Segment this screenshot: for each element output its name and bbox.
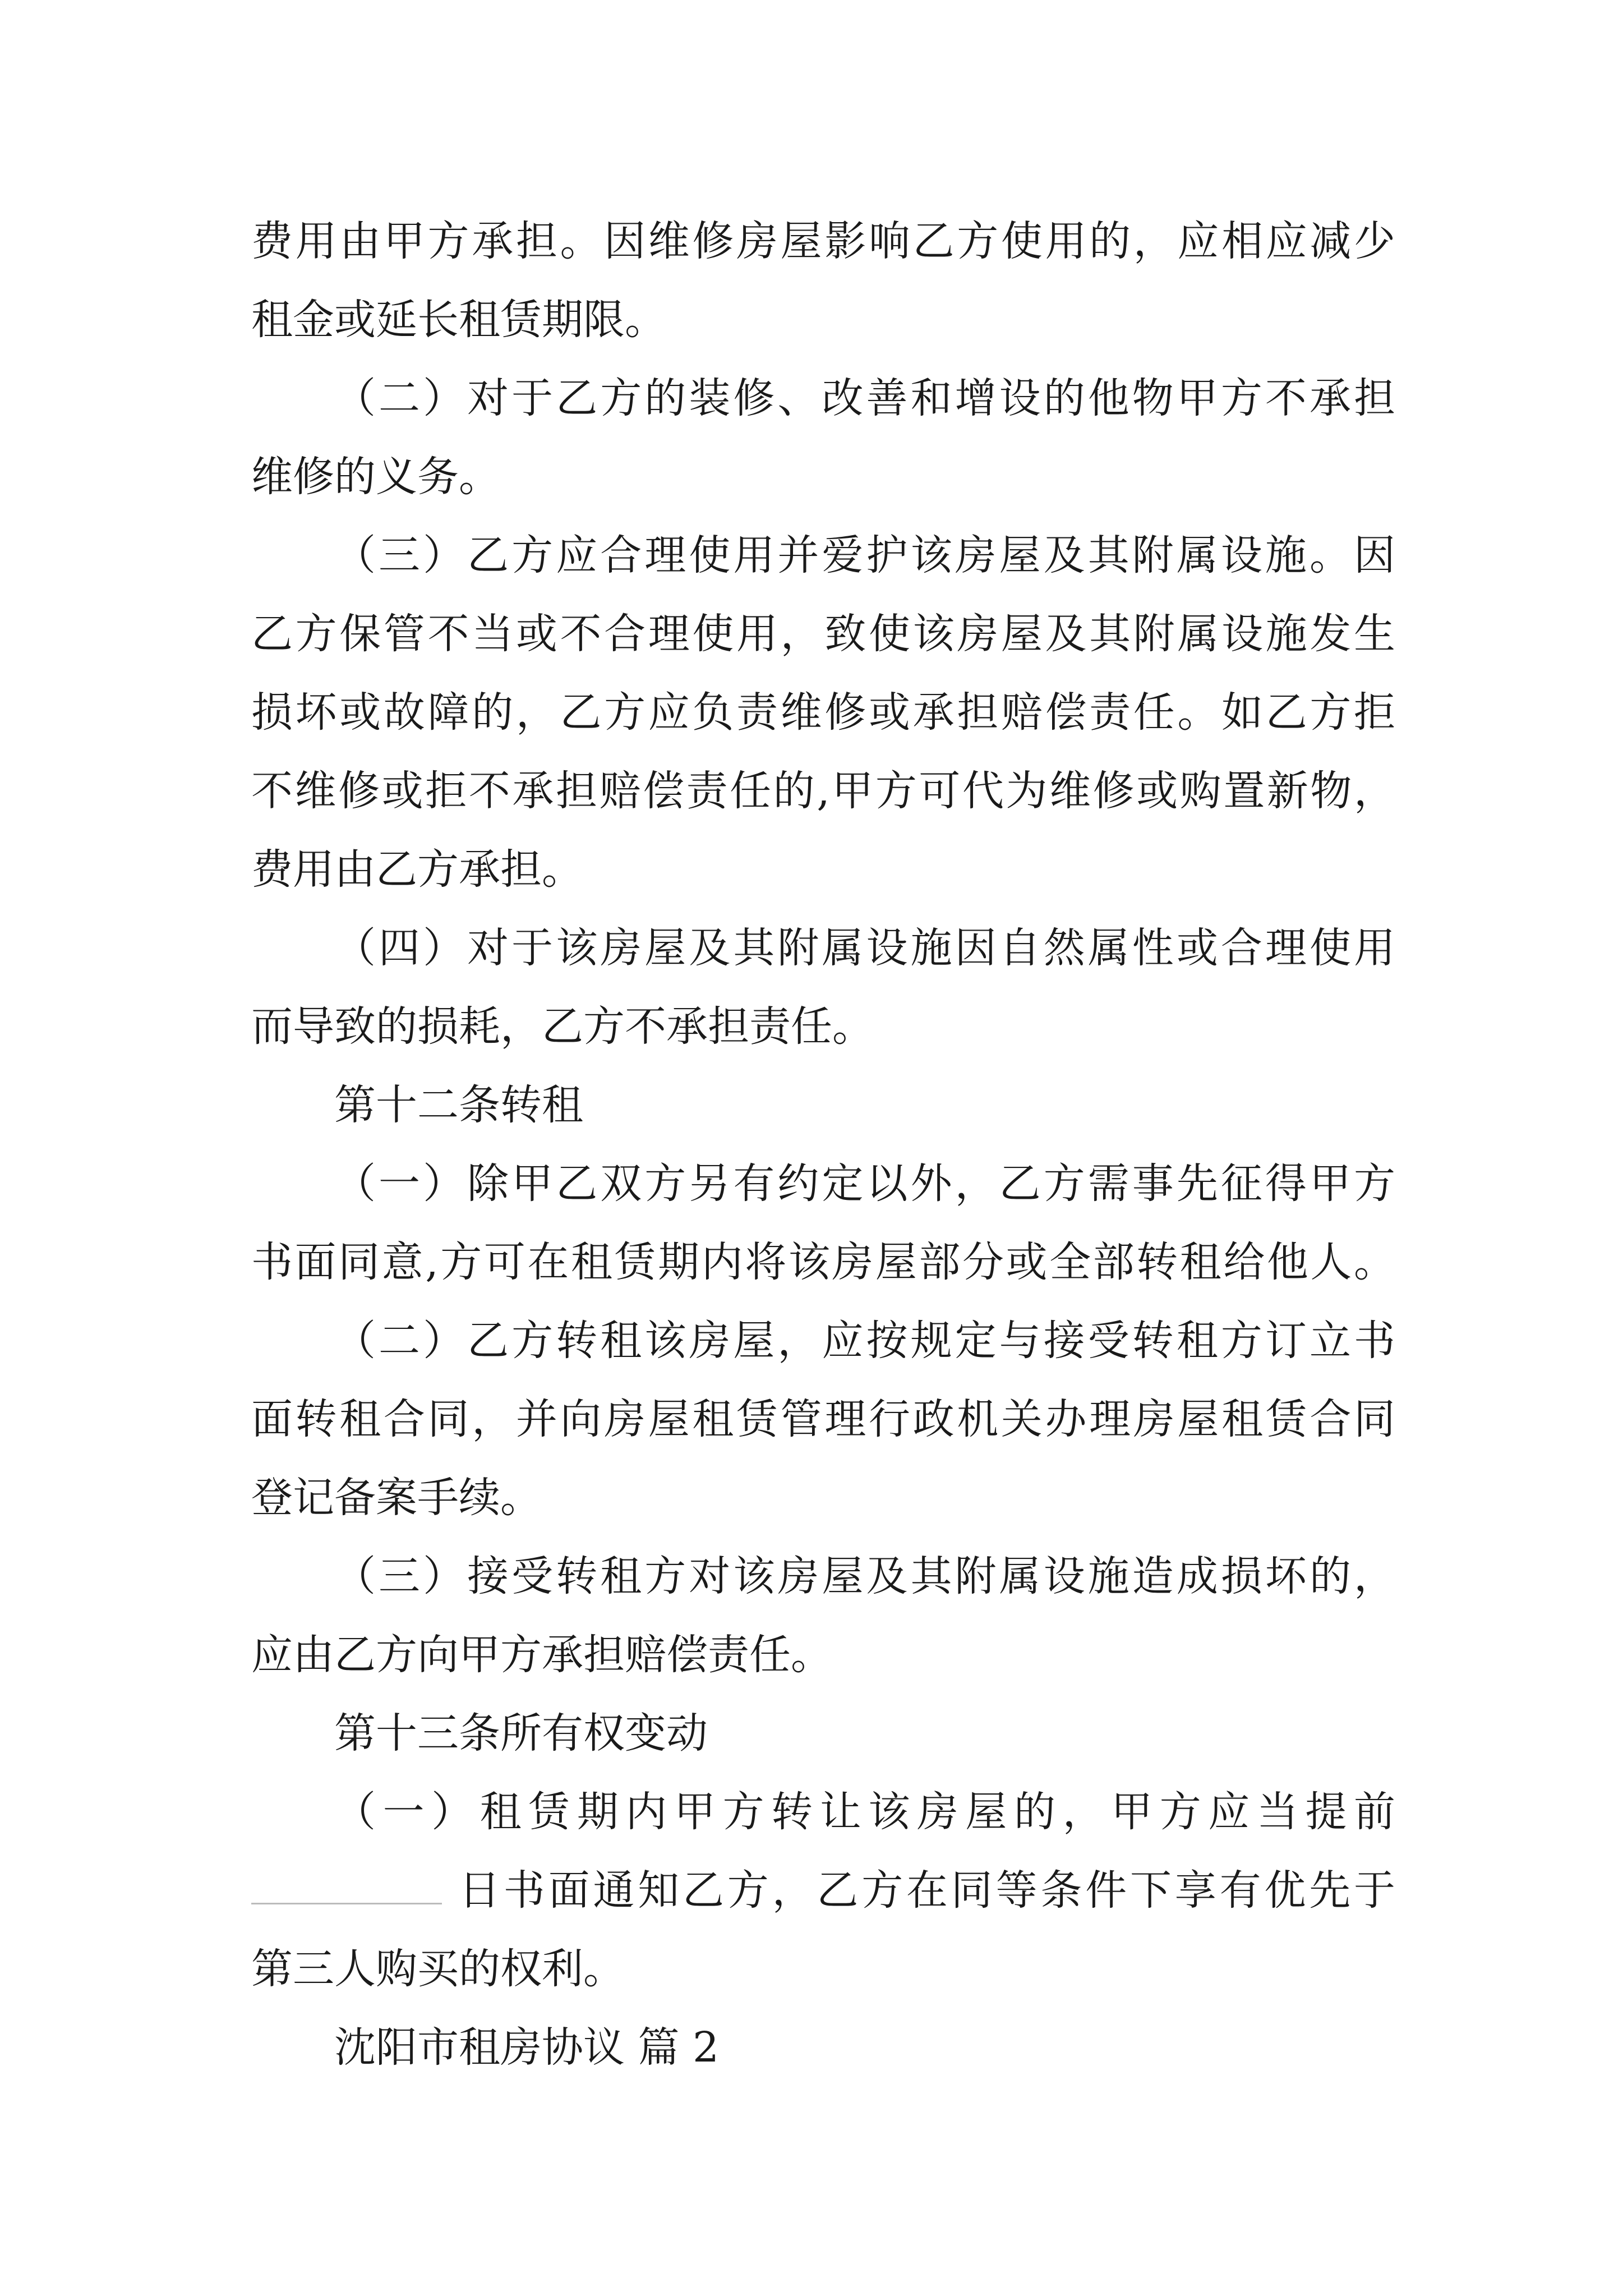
clause-line: （二）对于乙方的装修、改善和增设的他物甲方不承担 [334,374,1395,422]
section-heading: 沈阳市租房协议 篇 2 [334,2023,720,2072]
text-line: 而导致的损耗，乙方不承担责任。 [251,1002,874,1051]
text-line: 租金或延长租赁期限。 [251,296,666,344]
text-line: 应由乙方向甲方承担赔偿责任。 [251,1631,832,1679]
clause-line: （二）乙方转租该房屋，应按规定与接受转租方订立书 [334,1317,1395,1365]
fill-in-blank [251,1866,442,1904]
text-line: 面转租合同，并向房屋租赁管理行政机关办理房屋租赁合同 [251,1395,1395,1443]
text-line: 费用由甲方承担。因维修房屋影响乙方使用的，应相应减少 [251,217,1395,265]
text-line: 费用由乙方承担。 [251,845,583,894]
clause-line: （三）接受转租方对该房屋及其附属设施造成损坏的， [334,1552,1395,1600]
text-line: 损坏或故障的，乙方应负责维修或承担赔偿责任。如乙方拒 [251,688,1395,737]
text-line: 第三人购买的权利。 [251,1945,625,1993]
text-line: 日书面通知乙方，乙方在同等条件下享有优先于 [459,1866,1395,1915]
text-line: 不维修或拒不承担赔偿责任的,甲方可代为维修或购置新物， [251,767,1395,815]
article-heading: 第十二条转租 [334,1081,583,1129]
text-line: 乙方保管不当或不合理使用，致使该房屋及其附属设施发生 [251,610,1395,658]
text-line: 书面同意,方可在租赁期内将该房屋部分或全部转租给他人。 [251,1238,1395,1286]
clause-line: （三）乙方应合理使用并爱护该房屋及其附属设施。因 [334,531,1395,579]
text-line: 登记备案手续。 [251,1474,542,1522]
article-heading: 第十三条所有权变动 [334,1709,708,1757]
clause-line: （四）对于该房屋及其附属设施因自然属性或合理使用 [334,924,1395,972]
text-line: 维修的义务。 [251,453,500,501]
clause-line: （一）租赁期内甲方转让该房屋的，甲方应当提前 [334,1788,1395,1836]
clause-line: （一）除甲乙双方另有约定以外，乙方需事先征得甲方 [334,1159,1395,1208]
blank-line [251,1851,1395,1930]
